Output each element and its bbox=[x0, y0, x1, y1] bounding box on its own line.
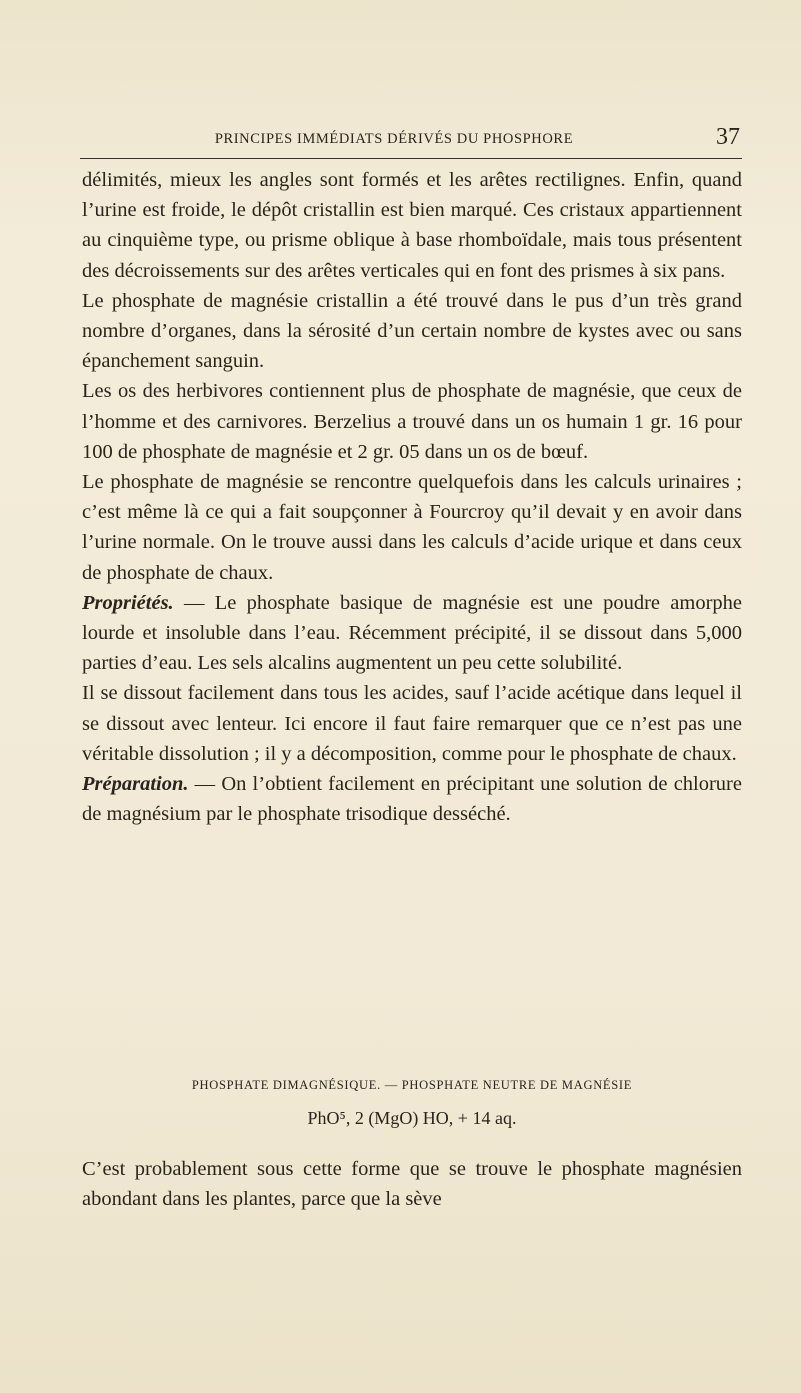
chemical-formula: PhO⁵, 2 (MgO) HO, + 14 aq. bbox=[307, 1108, 517, 1128]
paragraph-5 bbox=[82, 588, 742, 679]
preparation-label: Préparation. bbox=[82, 773, 189, 796]
page-number: 37 bbox=[716, 124, 740, 150]
paragraph-8: C’est probablement sous cette forme que se trouve le phosphate magnésien abondant dans les plantes, parce que la sève bbox=[82, 1158, 742, 1211]
running-title: PRINCIPES IMMÉDIATS DÉRIVÉS DU PHOSPHORE bbox=[214, 131, 574, 147]
final-text bbox=[82, 1154, 742, 1214]
paragraph-5-text: — Le phosphate basique de magnésie est une poudre amorphe lourde et insoluble dans l’eau. Récemment précipité, il se dissout dans 5,000 parties d’eau. Les sels alcalins augmentent un peu cette solubilité. bbox=[82, 591, 742, 675]
section-heading: PHOSPHATE DIMAGNÉSIQUE. — PHOSPHATE NEUTRE DE MAGNÉSIE bbox=[191, 1078, 633, 1092]
header-rule bbox=[80, 158, 742, 159]
paragraph-2: Le phosphate de magnésie cristallin a été trouvé dans le pus d’un très grand nombre d’organes, dans la sérosité d’un certain nombre de kystes avec ou sans épanchement sanguin. bbox=[82, 289, 742, 373]
paragraph-7-text: — On l’obtient facilement en précipitant une solution de chlorure de magnésium par le phosphate trisodique desséché. bbox=[82, 773, 742, 826]
paragraph-7 bbox=[82, 769, 742, 829]
page-header bbox=[80, 124, 740, 154]
paragraph-4: Le phosphate de magnésie se rencontre quelquefois dans les calculs urinaires ; c’est même là ce qui a fait soupçonner à Fourcroy qu’il devait y en avoir dans l’urine normale. On le trouve aussi dans les calculs d’acide urique et dans ceux de phosphate de chaux. bbox=[82, 471, 742, 584]
paragraph-3: Les os des herbivores contiennent plus de phosphate de magnésie, que ceux de l’homme et des carnivores. Berzelius a trouvé dans un os humain 1 gr. 16 pour 100 de phosphate de magnésie et 2 gr. 05 dans un os de bœuf. bbox=[82, 380, 742, 463]
paragraph-1: délimités, mieux les angles sont formés et les arêtes rectilignes. Enfin, quand l’urine est froide, le dépôt cristallin est bien marqué. Ces cristaux appartiennent au cinquième type, ou prisme oblique à base rhomboïdale, mais tous présentent des décroissements sur des arêtes verticales qui en font des prismes à six pans. bbox=[82, 169, 742, 282]
properties-label: Propriétés. bbox=[82, 591, 174, 614]
body-text bbox=[82, 165, 742, 829]
paragraph-6: Il se dissout facilement dans tous les acides, sauf l’acide acétique dans lequel il se dissout avec lenteur. Ici encore il faut faire remarquer que ce n’est pas une véritable dissolution ; il y a décomposition, comme pour le phosphate de chaux. bbox=[82, 682, 742, 765]
